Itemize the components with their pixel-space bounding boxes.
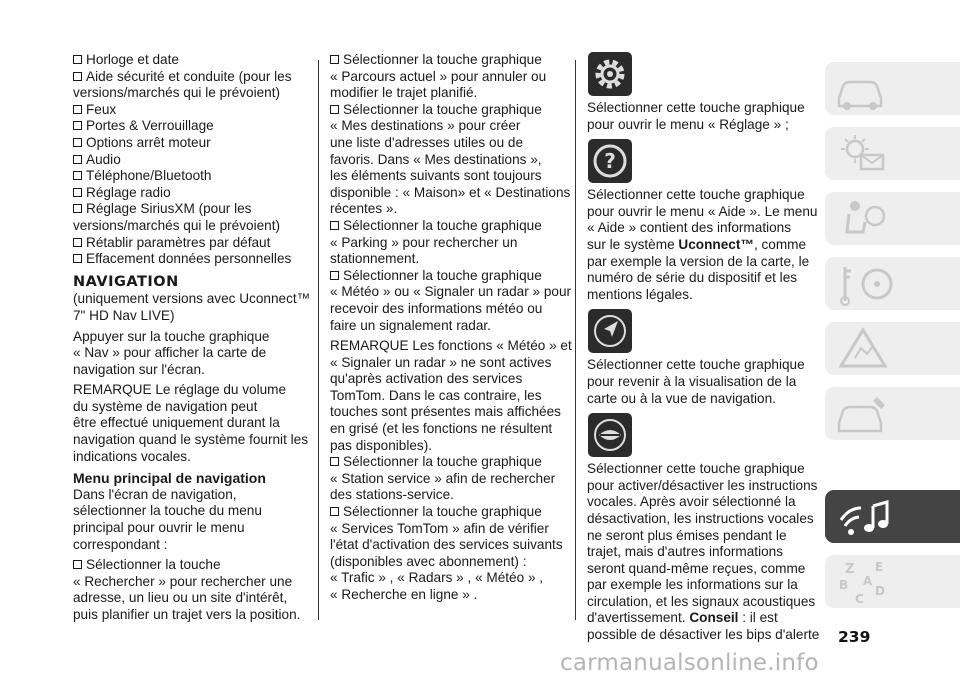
text-line [587,187,812,204]
text: REMARQUE Les fonctions « Météo » et [330,338,572,354]
tab-airbag[interactable] [825,192,960,245]
text: « Mes destinations » pour créer [330,118,521,134]
text: adresse, un lieu ou un site d'intérêt, [73,590,288,606]
text-line [73,590,307,607]
text-line [587,391,812,408]
text: des stations-service. [330,487,454,503]
text-line [73,537,307,554]
text: « Parcours actuel » pour annuler ou [330,68,547,84]
text: circulation, et les signaux acoustiques [587,593,816,609]
checkbox-bullet-icon [330,221,339,230]
svg-text:B: B [839,578,849,592]
text-line [330,85,564,102]
text: sélectionner la touche du menu [73,503,262,519]
checkbox-bullet-icon [330,271,339,280]
steering-wheel-key-icon [825,257,960,310]
text: par exemple les informations sur la [587,577,798,593]
text-line [330,471,564,488]
text: « Rechercher » pour rechercher une [73,573,293,589]
text: 7" HD Nav LIVE) [73,307,175,323]
text-line [73,557,307,574]
breakdown-triangle-icon [825,322,960,375]
svg-text:E: E [875,560,884,574]
text: favoris. Dans « Mes destinations », [330,151,542,167]
text: « Station service » afin de rechercher [330,470,556,486]
checkbox-bullet-icon [73,204,82,213]
text-line [73,218,307,235]
text-line [330,570,564,587]
text-line [73,308,307,325]
text-line [73,69,307,86]
checkbox-bullet-icon [73,121,82,130]
text: versions/marchés qui le prévoient) [73,217,281,233]
text: Sélectionner la touche graphique [343,504,542,520]
text-line [73,415,307,432]
text: sur le système [587,236,679,252]
text-line [330,218,564,235]
text-line [330,504,564,521]
text-line [587,528,812,545]
text: Portes & Verrouillage [86,118,214,134]
text: : il est [738,610,778,626]
text-line [73,503,307,520]
tab-multimedia[interactable] [825,490,960,543]
checkbox-bullet-icon [73,105,82,114]
text-line [330,338,572,355]
checkbox-bullet-icon [73,55,82,64]
text-line [330,587,564,604]
text-line [330,537,564,554]
text: Sélectionner la touche [86,557,221,573]
page-number: 239 [838,628,871,646]
text: Aide sécurité et conduite (pour les [86,68,292,84]
text-line [587,627,820,644]
text-line [330,184,571,202]
text: Sélectionner cette touche graphique [587,357,805,373]
text: trajet, mais d'autres informations [587,544,784,560]
text: Réglage radio [86,184,171,200]
text: qu'après activation des services [330,371,523,387]
text: Menu principal de navigation [73,470,266,487]
text: pour ouvrir le menu « Réglage » ; [587,116,789,132]
text: numéro de série du dispositif et les [587,270,798,286]
text-line [330,438,564,455]
text: Rétablir paramètres par défaut [86,234,271,250]
text-line [73,274,307,291]
text-line [587,511,812,528]
text: Sélectionner cette touche graphique [587,100,805,115]
checkbox-bullet-icon [73,254,82,263]
column-divider-1 [318,60,319,620]
text-line [73,185,307,202]
text: principal pour ouvrir le menu [73,520,245,536]
text: carte ou à la vue de navigation. [587,390,776,406]
text: Effacement données personnelles [86,251,292,267]
text: par exemple la version de la carte, le [587,253,810,269]
text-line [330,318,564,335]
text-line [73,607,307,624]
checkbox-bullet-icon [73,188,82,197]
text: Sélectionner la touche graphique [343,52,542,67]
text: indications vocales. [73,448,191,464]
text: , comme [753,236,807,252]
text-line [330,52,564,69]
text-line [330,69,564,86]
text: possible de désactiver les bips d'alerte [587,627,820,643]
text: du système de navigation peut [73,398,258,414]
text: puis planifier un trajet vers la position. [73,607,301,622]
checkbox-bullet-icon [330,55,339,64]
text-line [587,593,816,611]
text-line [73,345,307,362]
tab-index[interactable] [825,555,960,608]
text-line [587,237,812,254]
text: stationnement. [330,251,420,267]
text-line [330,251,564,268]
text: Réglage SiriusXM (pour les [86,201,252,217]
text-line [330,152,564,169]
text-line [73,382,307,399]
text-line [330,404,564,421]
text-line [587,287,812,304]
text-line [73,85,307,102]
text-line [587,374,812,391]
tab-warning-lights[interactable] [825,127,960,180]
warning-lights-icon [825,127,960,180]
column-3 [587,52,820,644]
text-line [587,494,812,511]
text: « Signaler un radar » ne sont actives [330,354,552,370]
checkbox-bullet-icon [73,238,82,247]
svg-text:?: ? [604,149,616,174]
checkbox-bullet-icon [73,155,82,164]
text: touches sont présentes mais affichées [330,404,561,420]
text: Feux [86,101,117,117]
text-line [587,203,818,221]
text: pour ouvrir le menu « Aide ». Le menu [587,203,818,219]
text: Sélectionner cette touche graphique [587,461,805,477]
text-line [73,152,307,169]
text: « Parking » pour rechercher un [330,234,518,250]
text: Téléphone/Bluetooth [86,168,212,184]
checkbox-bullet-icon [73,72,82,81]
svg-text:Z: Z [845,562,855,577]
text-line [73,102,307,119]
text-line [587,254,812,271]
gear-icon [588,52,632,96]
column-2 [330,52,572,604]
text-line [73,487,307,504]
car-service-icon [825,387,960,440]
text-line [330,355,564,372]
text: en grisé (et les fonctions ne résultent [330,421,553,437]
text: NAVIGATION [73,273,179,290]
text: (disponibles avec abonnement) : [330,553,527,569]
tab-car-service[interactable] [825,387,960,440]
text: Audio [86,151,121,167]
text: « Recherche en ligne » . [330,587,478,602]
question-mark-icon [588,139,632,183]
text-line [330,284,572,301]
multimedia-icon [825,490,960,543]
text: Sélectionner la touche graphique [343,217,542,233]
navigation-arrow-icon [588,309,632,353]
text: Appuyer sur la touche graphique [73,328,270,344]
text-line [330,521,564,538]
checkbox-bullet-icon [73,560,82,569]
text-line [73,449,307,466]
text: désactivation, les instructions vocales [587,510,814,526]
text: disponible : « Maison» et « Destinations [330,184,571,200]
text-line [73,135,307,152]
text: l'état d'activation des services suivants [330,537,563,553]
text: « Météo » ou « Signaler un radar » pour [330,284,572,300]
text-line [73,201,307,218]
text-line [587,270,812,287]
text: « Aide » contient des informations [587,220,792,236]
text: Uconnect™ [678,236,754,252]
text: d'avertissement. [587,610,690,626]
lips-icon [588,413,632,457]
text-line [73,362,307,379]
text: correspondant : [73,536,168,552]
text: Sélectionner cette touche graphique [587,187,805,203]
text-line [330,421,564,438]
text-line [73,235,307,252]
text: Horloge et date [86,52,179,67]
text-line [330,454,564,471]
text: pas disponibles). [330,437,433,453]
text-line [587,117,812,134]
text: Dans l'écran de navigation, [73,486,237,502]
watermark: carmanualsonline.info [560,650,819,676]
checkbox-bullet-icon [330,507,339,516]
text: recevoir des informations météo ou [330,300,543,316]
column-divider-2 [575,60,576,620]
text-line [73,574,307,591]
text: modifier le trajet planifié. [330,85,478,101]
text-line [73,118,307,135]
text: ne seront plus émises pendant le [587,527,787,543]
text: faire un signalement radar. [330,317,491,333]
text-line [73,329,307,346]
text-line [330,235,564,252]
text-line [587,610,812,627]
text-line [73,291,311,308]
text-line [587,357,812,374]
text: vocales. Après avoir sélectionné la [587,494,796,510]
text-line [330,371,564,388]
text: REMARQUE Le réglage du volume [73,382,287,398]
text-line [73,470,307,487]
text: navigation sur l'écran. [73,361,205,377]
column-1 [73,52,311,624]
text: « Nav » pour afficher la carte de [73,345,267,361]
text-line [330,487,564,504]
index-letters-icon [825,555,960,608]
text-line [587,220,812,237]
text-line [73,251,307,268]
checkbox-bullet-icon [73,138,82,147]
tab-steering-key[interactable] [825,257,960,310]
text: seront quand-même reçues, comme [587,560,806,576]
text: Sélectionner la touche graphique [343,101,542,117]
text-line [330,135,564,152]
text: les éléments suivants sont toujours [330,168,542,184]
text-line [330,201,564,218]
text-line [330,118,564,135]
text: Sélectionner la touche graphique [343,454,542,470]
text-line [587,577,812,594]
text: TomTom. Dans le cas contraire, les [330,387,542,403]
text: pour activer/désactiver les instructions [587,477,818,493]
tab-breakdown[interactable] [825,322,960,375]
checkbox-bullet-icon [330,105,339,114]
text: versions/marchés qui le prévoient) [73,85,281,101]
text-line [73,520,307,537]
text-line [73,432,307,449]
text: navigation quand le système fournit les [73,432,309,448]
text-line [587,561,812,578]
text: être effectué uniquement durant la [73,415,280,431]
checkbox-bullet-icon [330,457,339,466]
checkbox-bullet-icon [73,171,82,180]
text: Sélectionner la touche graphique [343,267,542,283]
text-line [587,100,812,117]
text-line [330,102,564,119]
text-line [330,388,564,405]
text-line [587,544,812,561]
text-line [73,52,307,69]
svg-text:A: A [863,574,873,588]
svg-text:C: C [855,592,864,606]
text-line [330,168,564,185]
text: mentions légales. [587,286,693,302]
text-line [587,461,812,478]
text: Options arrêt moteur [86,134,211,150]
text-line [330,301,564,318]
text-line [587,477,818,495]
text: (uniquement versions avec Uconnect™ [73,291,311,307]
text-line [73,168,307,185]
svg-text:D: D [875,584,885,598]
text: « Services TomTom » afin de vérifier [330,520,549,536]
tab-car[interactable] [825,62,960,115]
text: récentes ». [330,201,398,217]
airbag-icon [825,192,960,245]
text: une liste d'adresses utiles ou de [330,134,524,150]
text-line [73,399,307,416]
text: « Trafic » , « Radars » , « Météo » , [330,570,544,586]
text: Conseil [689,610,739,626]
text: pour revenir à la visualisation de la [587,373,797,389]
text-line [330,554,564,571]
text-line [330,268,564,285]
car-icon [825,62,960,115]
